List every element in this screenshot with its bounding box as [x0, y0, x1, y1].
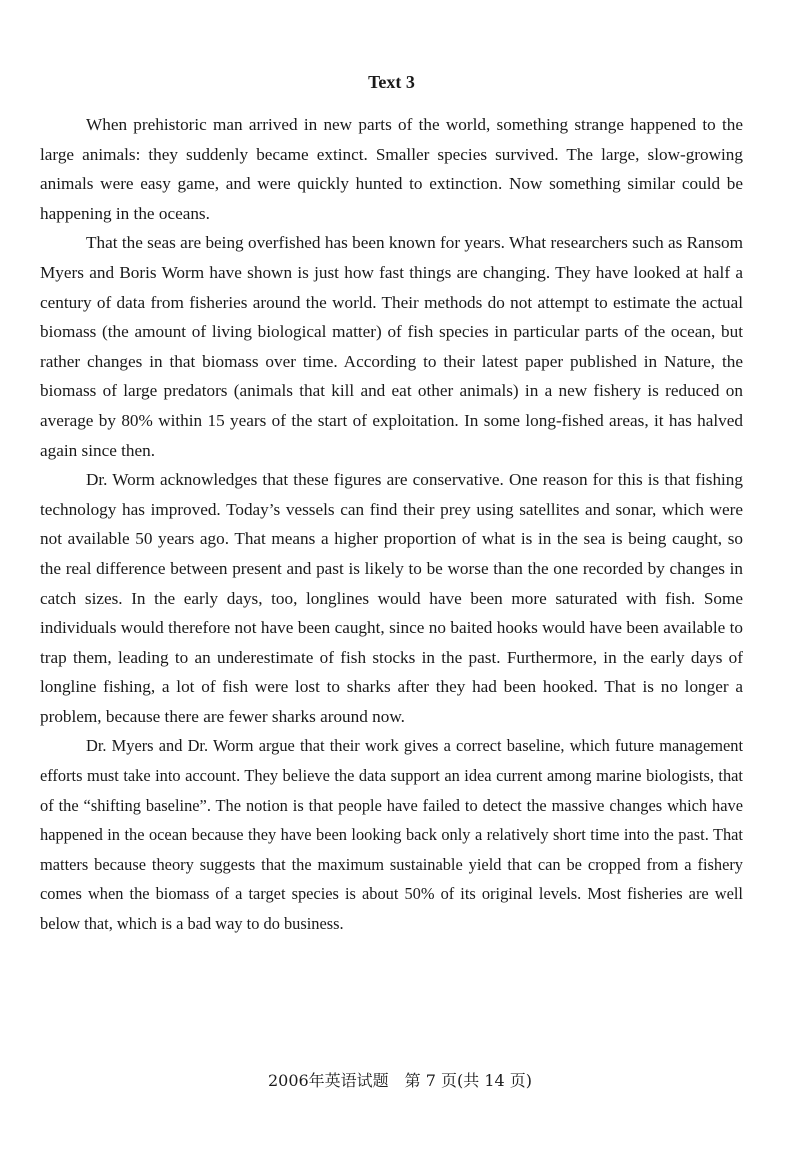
page-footer: 2006年英语试题 第 7 页(共 14 页) [267, 1071, 533, 1090]
paragraph-2: That the seas are being overfished has been known for years. What researchers such as Ransom Myers and Boris Worm have shown is just how fast things are changing. They have looked at half a century of data from fisheries around the world. Their methods do not attempt to estimate the actual biomass (the amount of living biological matter) of fish species in particular parts of the ocean, but rather changes in that biomass over time. According to their latest paper published in Nature, the biomass of large predators (animals that kill and eat other animals) in a new fishery is reduced on average by 80% within 15 years of the start of exploitation. In some long-fished areas, it has halved again since then. [40, 233, 743, 460]
paragraph-4: Dr. Myers and Dr. Worm argue that their work gives a correct baseline, which future management efforts must take into account. They believe the data support an idea current among marine biologists, that of the “shifting baseline”. The notion is that people have failed to detect the massive changes which have happened in the ocean because they have been looking back only a relatively short time into the past. That matters because theory suggests that the maximum sustainable yield that can be cropped from a fishery comes when the biomass of a target species is about 50% of its original levels. Most fisheries are well below that, which is a bad way to do business. [40, 736, 743, 934]
paragraph-1: When prehistoric man arrived in new parts of the world, something strange happened to the large animals: they suddenly became extinct. Smaller species survived. The large, slow-growing animals were easy game, and were quickly hunted to extinction. Now something similar could be happening in the oceans. [40, 115, 743, 223]
paragraph-3: Dr. Worm acknowledges that these figures are conservative. One reason for this is that fishing technology has improved. Today’s vessels can find their prey using satellites and sonar, which were not available 50 years ago. That means a higher proportion of what is in the sea is being caught, so the real difference between present and past is likely to be worse than the one recorded by changes in catch sizes. In the early days, too, longlines would have been more saturated with fish. Some individuals would therefore not have been caught, since no baited hooks would have been available to trap them, leading to an underestimate of fish stocks in the past. Furthermore, in the early days of longline fishing, a lot of fish were lost to sharks after they had been hooked. That is no longer a problem, because there are fewer sharks around now. [40, 470, 743, 726]
document-page [40, 68, 743, 939]
text-title: Text 3 [368, 72, 415, 92]
